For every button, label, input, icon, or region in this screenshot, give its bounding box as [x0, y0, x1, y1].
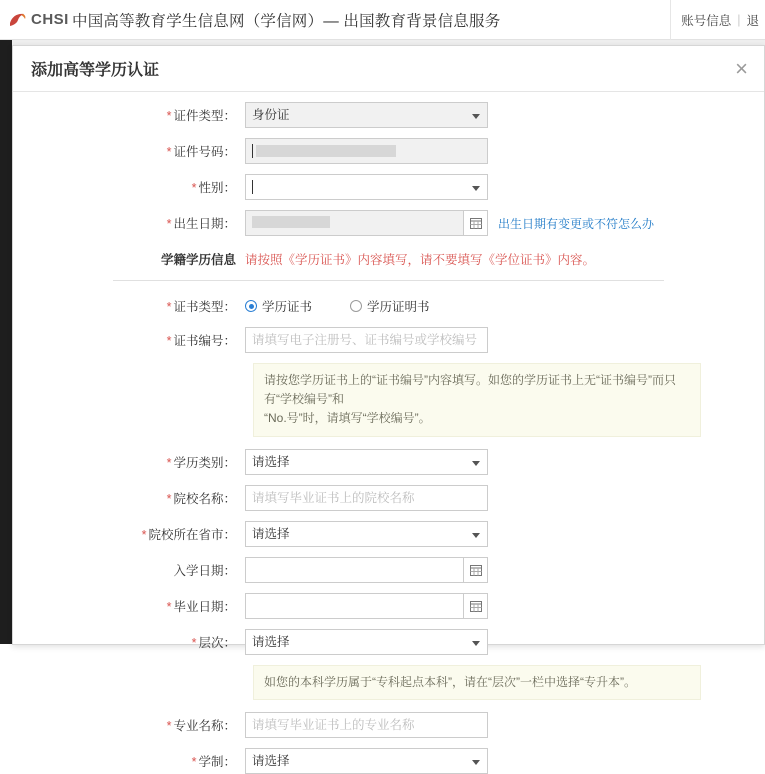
required-marker: * [166, 334, 172, 348]
graduate-date-input[interactable] [245, 593, 464, 619]
close-icon[interactable]: × [735, 55, 748, 81]
school-system-select[interactable] [245, 748, 488, 774]
section-title: 学籍学历信息 [160, 253, 236, 267]
site-header [0, 0, 765, 40]
cert-number-input[interactable] [245, 327, 488, 353]
cert-type-option-certificate[interactable] [350, 297, 430, 315]
label-cert-number: * 证书编号： [166, 334, 236, 348]
edu-category-value: 请选择 [252, 454, 290, 469]
level-select[interactable] [245, 629, 488, 655]
topbar-separator: | [737, 13, 741, 27]
school-name-input[interactable] [245, 485, 488, 511]
label-edu-category: * 学历类别： [166, 455, 236, 470]
row-birth-date [13, 210, 764, 236]
dialog-body [13, 92, 764, 769]
chsi-logo[interactable] [0, 11, 72, 29]
row-level [13, 629, 764, 655]
birth-date-input[interactable] [245, 210, 464, 236]
level-note-text: 如您的本科学历属于“专科起点本科”，请在“层次”一栏中选择“专升本”。 [264, 674, 636, 689]
bird-logo-icon [8, 11, 28, 29]
level-value: 请选择 [252, 634, 290, 649]
cert-number-note-line1: 请按您学历证书上的“证书编号”内容填写。如您的学历证书上无“证书编号”而只有“学校编号”和 [264, 373, 676, 407]
row-school-system [13, 748, 764, 774]
required-marker: * [191, 754, 197, 769]
label-school-system: * 学制： [191, 754, 236, 769]
chsi-logo-text: CHSI [31, 11, 69, 28]
row-major-name [13, 712, 764, 738]
required-marker: * [166, 217, 172, 231]
label-id-type: * 证件类型： [166, 109, 236, 123]
row-id-type [13, 102, 764, 128]
required-marker: * [166, 718, 172, 733]
label-gender: * 性别： [191, 181, 236, 195]
calendar-icon [470, 217, 482, 229]
page-left-strip [0, 40, 12, 644]
text-cursor [252, 144, 253, 158]
cert-number-note-line2: “No.号”时，请填写“学校编号”。 [264, 411, 431, 426]
chevron-down-icon [472, 533, 480, 538]
account-area [670, 0, 765, 40]
row-cert-type [13, 295, 764, 317]
cert-type-option-diploma[interactable] [245, 297, 312, 315]
chevron-down-icon [472, 114, 480, 119]
label-id-number: * 证件号码： [166, 145, 236, 159]
account-info-link[interactable]: 账号信息 [681, 14, 732, 28]
site-title: 中国高等教育学生信息网（学信网）— 出国教育背景信息服务 [72, 12, 501, 30]
birth-date-help-link[interactable]: 出生日期有变更或不符怎么办 [498, 216, 655, 231]
school-name-placeholder: 请填写毕业证书上的院校名称 [252, 490, 415, 505]
row-school-province [13, 521, 764, 547]
section-academic-info [13, 250, 764, 268]
label-level: * 层次： [191, 635, 236, 650]
label-school-name: * 院校名称： [166, 491, 236, 506]
school-province-value: 请选择 [252, 526, 290, 541]
school-province-select[interactable] [245, 521, 488, 547]
add-education-certification-dialog [12, 45, 765, 769]
gender-select[interactable] [245, 174, 488, 200]
label-cert-type: * 证书类型： [166, 300, 236, 314]
required-marker: * [166, 145, 172, 159]
id-type-select[interactable] [245, 102, 488, 128]
chevron-down-icon [472, 186, 480, 191]
enroll-date-calendar-button[interactable] [464, 557, 488, 583]
calendar-icon [470, 564, 482, 576]
dialog-header [13, 46, 764, 92]
radio-icon-checked [245, 300, 257, 312]
calendar-icon [470, 600, 482, 612]
section-note: 请按照《学历证书》内容填写，请不要填写《学位证书》内容。 [245, 253, 596, 267]
row-graduate-date [13, 593, 764, 619]
edu-category-select[interactable] [245, 449, 488, 475]
row-cert-number [13, 327, 764, 353]
chevron-down-icon [472, 641, 480, 646]
redacted-id-number [256, 145, 396, 157]
school-system-value: 请选择 [252, 753, 290, 768]
major-name-placeholder: 请填写毕业证书上的专业名称 [252, 717, 415, 732]
chevron-down-icon [472, 760, 480, 765]
dialog-title: 添加高等学历认证 [31, 62, 160, 79]
id-number-input[interactable] [245, 138, 488, 164]
required-marker: * [166, 300, 172, 314]
graduate-date-calendar-button[interactable] [464, 593, 488, 619]
required-marker: * [166, 491, 172, 506]
label-enroll-date: 入学日期： [173, 563, 236, 578]
redacted-birth-date [252, 216, 330, 228]
cert-type-option-diploma-label: 学历证书 [262, 300, 313, 314]
cert-number-placeholder: 请填写电子注册号、证书编号或学校编号 [252, 333, 478, 347]
section-divider [113, 280, 664, 281]
required-marker: * [141, 527, 147, 542]
chevron-down-icon [472, 461, 480, 466]
id-type-value: 身份证 [252, 108, 290, 122]
label-school-province: * 院校所在省市： [141, 527, 236, 542]
birth-date-calendar-button[interactable] [464, 210, 488, 236]
major-name-input[interactable] [245, 712, 488, 738]
label-birth-date: * 出生日期： [166, 217, 236, 231]
required-marker: * [191, 181, 197, 195]
row-gender [13, 174, 764, 200]
row-id-number [13, 138, 764, 164]
row-edu-category [13, 449, 764, 475]
radio-icon [350, 300, 362, 312]
enroll-date-input[interactable] [245, 557, 464, 583]
row-enroll-date [13, 557, 764, 583]
label-graduate-date: * 毕业日期： [166, 599, 236, 614]
required-marker: * [166, 455, 172, 470]
cert-number-note [253, 363, 701, 437]
gender-value-cursor [252, 180, 253, 194]
row-school-name [13, 485, 764, 511]
cert-type-option-certificate-label: 学历证明书 [367, 300, 430, 314]
required-marker: * [166, 599, 172, 614]
required-marker: * [191, 635, 197, 650]
level-note [253, 665, 701, 700]
cert-type-radio-group [245, 295, 468, 317]
logout-link[interactable]: 退 [746, 14, 759, 28]
label-major-name: * 专业名称： [166, 718, 236, 733]
required-marker: * [166, 109, 172, 123]
